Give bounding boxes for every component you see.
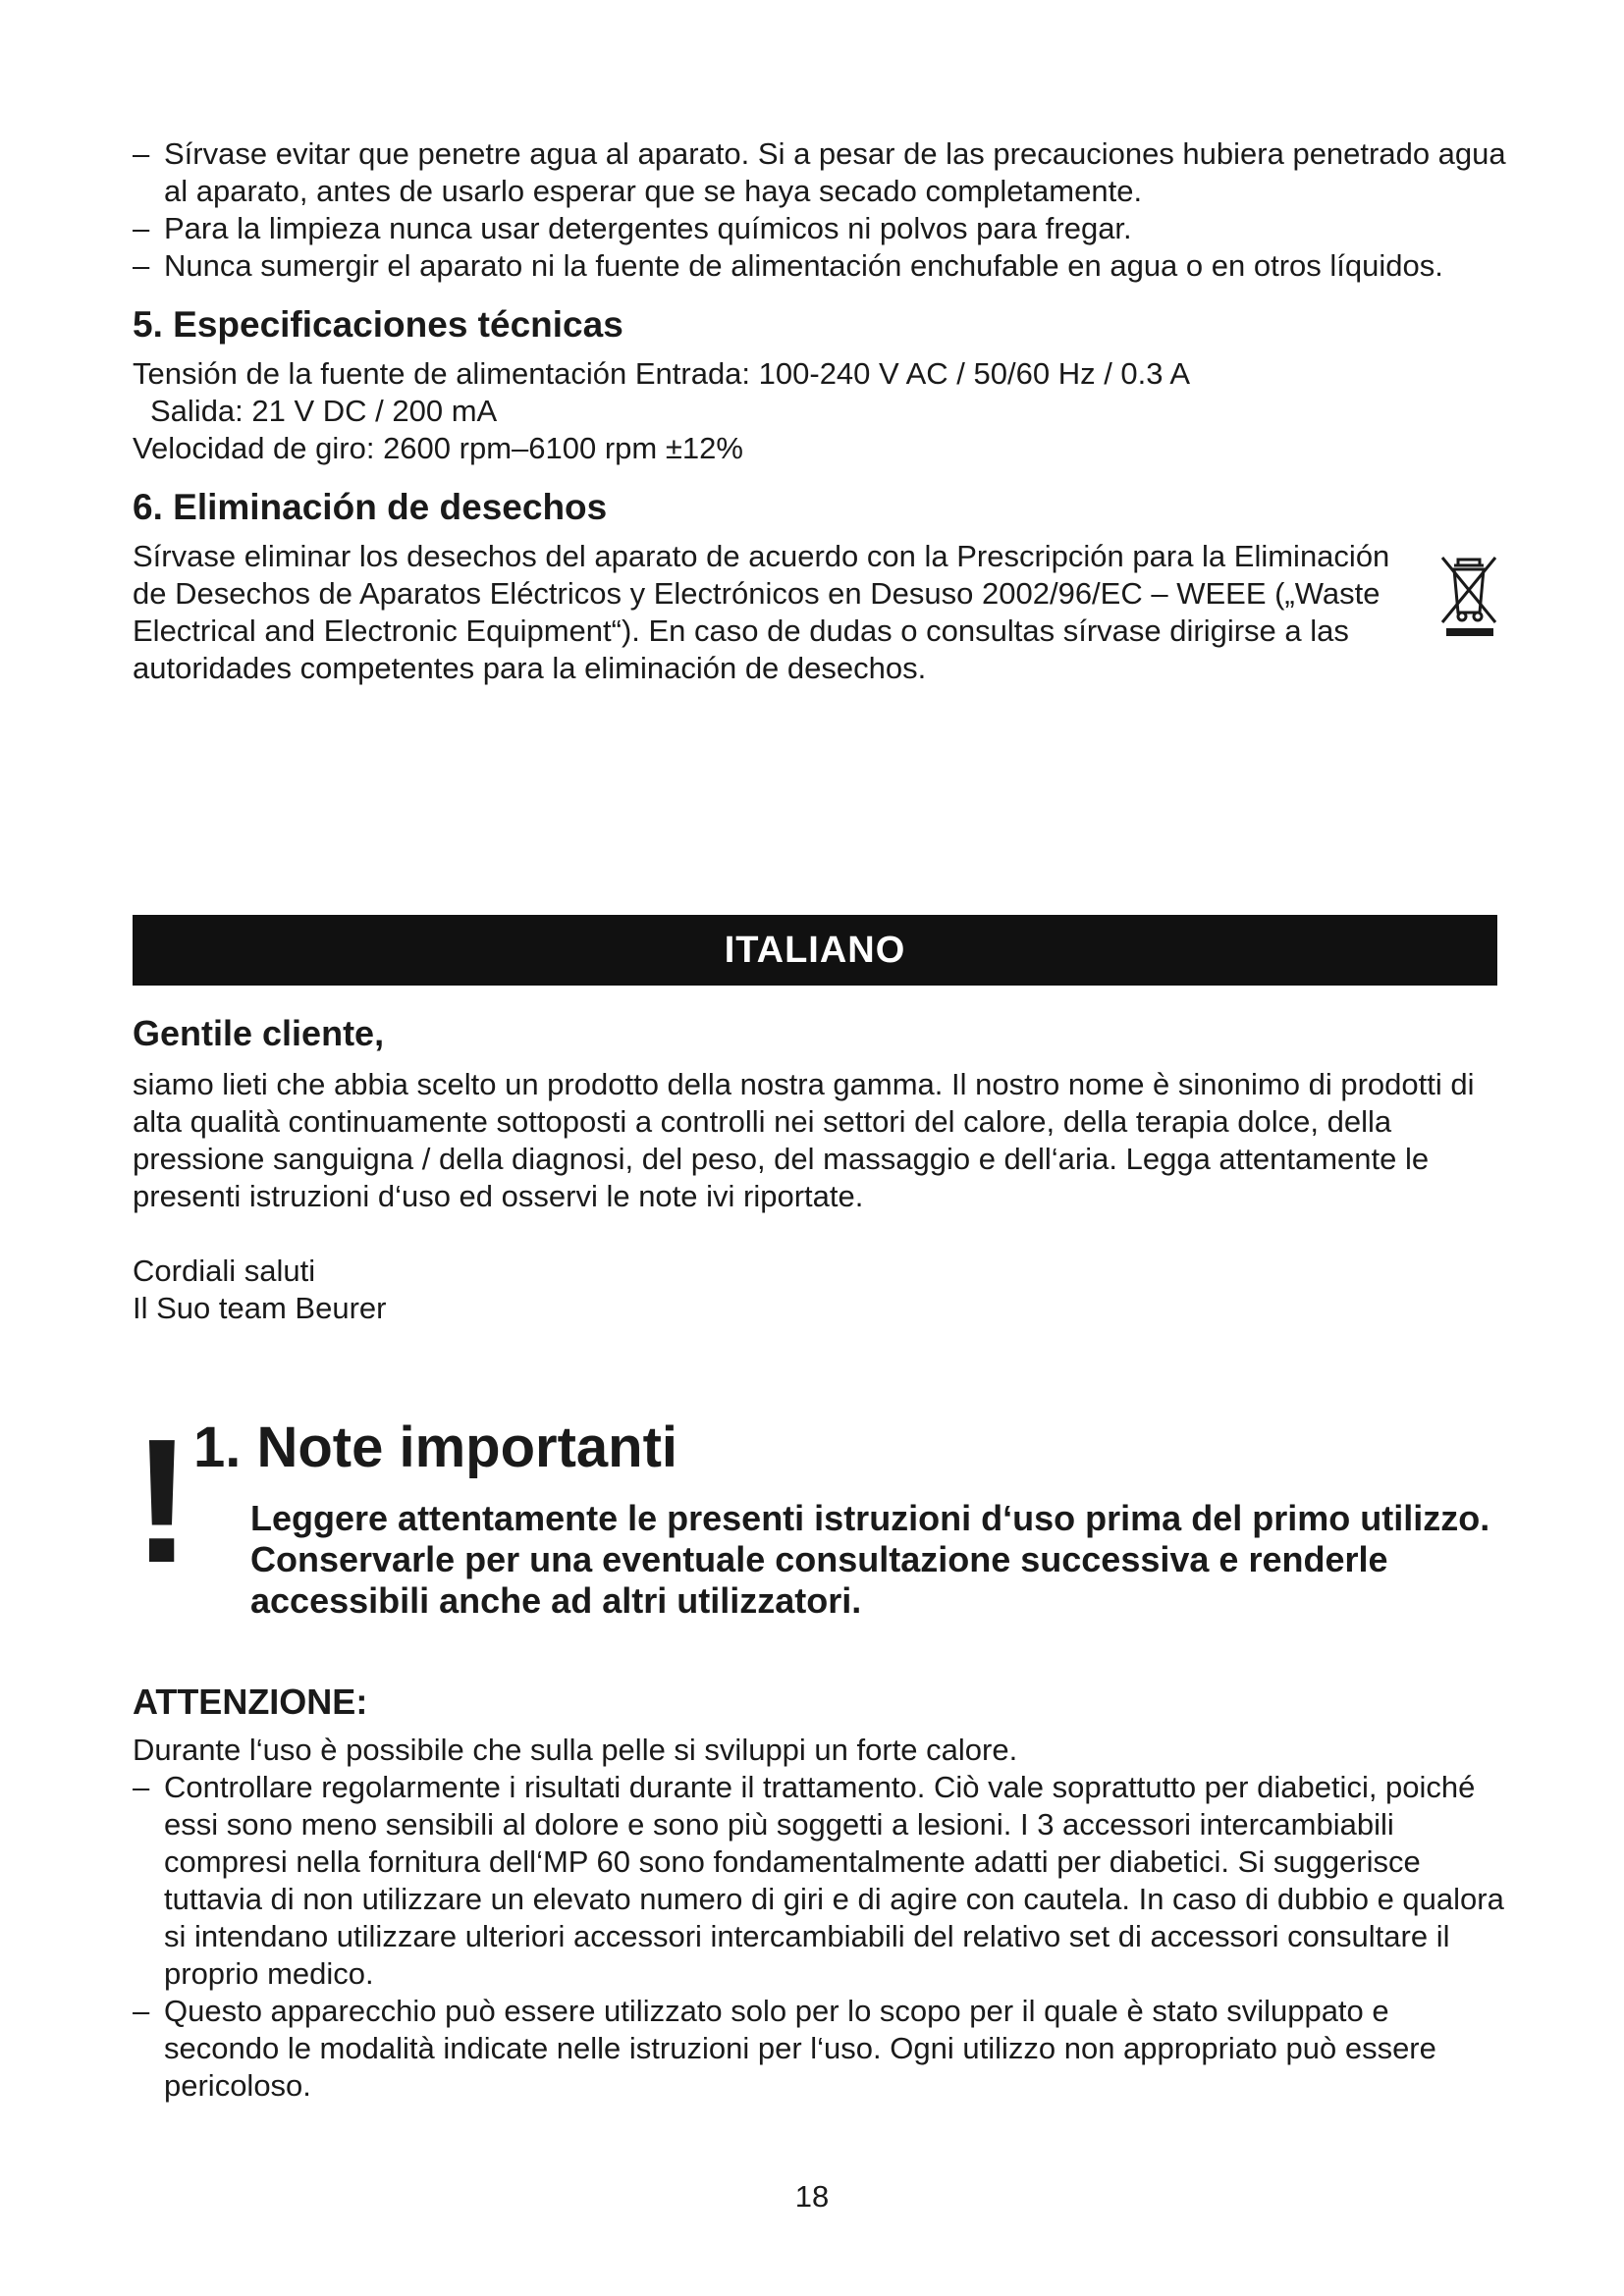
attention-bullets [133, 1769, 1507, 2105]
important-notes [133, 1403, 1507, 1622]
notes-title: 1. Note importanti [193, 1415, 678, 1479]
language-section-bar: ITALIANO [133, 915, 1497, 986]
notes-lead: Leggere attentamente le presenti istruzioni d‘uso prima del primo utilizzo. Conservarle per una eventuale consultazione successiva e renderle accessibili anche ad altri utilizzatori. [250, 1498, 1490, 1621]
disposal-text: Sírvase eliminar los desechos del aparato de acuerdo con la Prescripción para la Eliminación de Desechos de Aparatos Eléctricos y Electrónicos en Desuso 2002/96/EC – WEEE („Waste Electrical and Electronic Equipment“). En caso de dudas o consultas sírvase dirigirse a las autoridades competentes para la eliminación de desechos. [133, 539, 1390, 685]
spec-input: Tensión de la fuente de alimentación Entrada: 100-240 V AC / 50/60 Hz / 0.3 A [133, 356, 1191, 391]
greeting: Gentile cliente, [133, 1013, 385, 1053]
attention-heading: ATTENZIONE: [133, 1682, 368, 1722]
intro-paragraph: siamo lieti che abbia scelto un prodotto della nostra gamma. Il nostro nome è sinonimo di prodotti di alta qualità continuamente sottoposti a controlli nei settori del calore, della terapia dolce, della pressione sanguigna / della diagnosi, del peso, del massaggio e dell‘aria. Legga attentamente le presenti istruzioni d‘uso ed osservi le note ivi riportate. [133, 1067, 1475, 1213]
list-item: – Controllare regolarmente i risultati durante il trattamento. Ciò vale soprattutto per diabetici, poiché essi sono meno sensibili al dolore e sono più soggetti a lesioni. I 3 accessori intercambiabili compresi nella fornitura dell‘MP 60 sono fondamentalmente adatti per diabetici. Si suggerisce tuttavia di non utilizzare un elevato numero di giri e di agire con cautela. In caso di dubbio e qualora si intendano utilizzare ulteriori accessori intercambiabili del relativo set di accessori consultare il proprio medico. [133, 1769, 1507, 1993]
signature [133, 1253, 1507, 1327]
list-item: – Para la limpieza nunca usar detergentes químicos ni polvos para fregar. [133, 210, 1507, 247]
list-item: – Nunca sumergir el aparato ni la fuente de alimentación enchufable en agua o en otros líquidos. [133, 247, 1507, 285]
attention-section [133, 1681, 1507, 2105]
regards: Cordiali saluti [133, 1254, 316, 1288]
list-item: – Questo apparecchio può essere utilizzato solo per lo scopo per il quale è stato sviluppato e secondo le modalità indicate nelle istruzioni per l‘uso. Ogni utilizzo non appropriato può essere pericoloso. [133, 1993, 1507, 2105]
spec-output: Salida: 21 V DC / 200 mA [150, 394, 498, 428]
attention-intro: Durante l‘uso è possibile che sulla pelle si sviluppi un forte calore. [133, 1733, 1018, 1767]
spanish-section [133, 135, 1507, 687]
crossed-out-wheelie-bin-icon [1436, 552, 1501, 640]
warning-exclamation-icon: ! [133, 1403, 191, 1600]
disposal-heading: 6. Eliminación de desechos [133, 487, 608, 527]
page-number: 18 [794, 2179, 830, 2214]
disposal-block [133, 538, 1507, 687]
care-bullets [133, 135, 1507, 285]
list-item: – Sírvase evitar que penetre agua al aparato. Si a pesar de las precauciones hubiera penetrado agua al aparato, antes de usarlo esperar que se haya secado completamente. [133, 135, 1507, 210]
team-name: Il Suo team Beurer [133, 1291, 387, 1325]
specs-heading: 5. Especificaciones técnicas [133, 304, 623, 345]
italian-intro [133, 1011, 1507, 1327]
spec-speed: Velocidad de giro: 2600 rpm–6100 rpm ±12% [133, 431, 743, 465]
